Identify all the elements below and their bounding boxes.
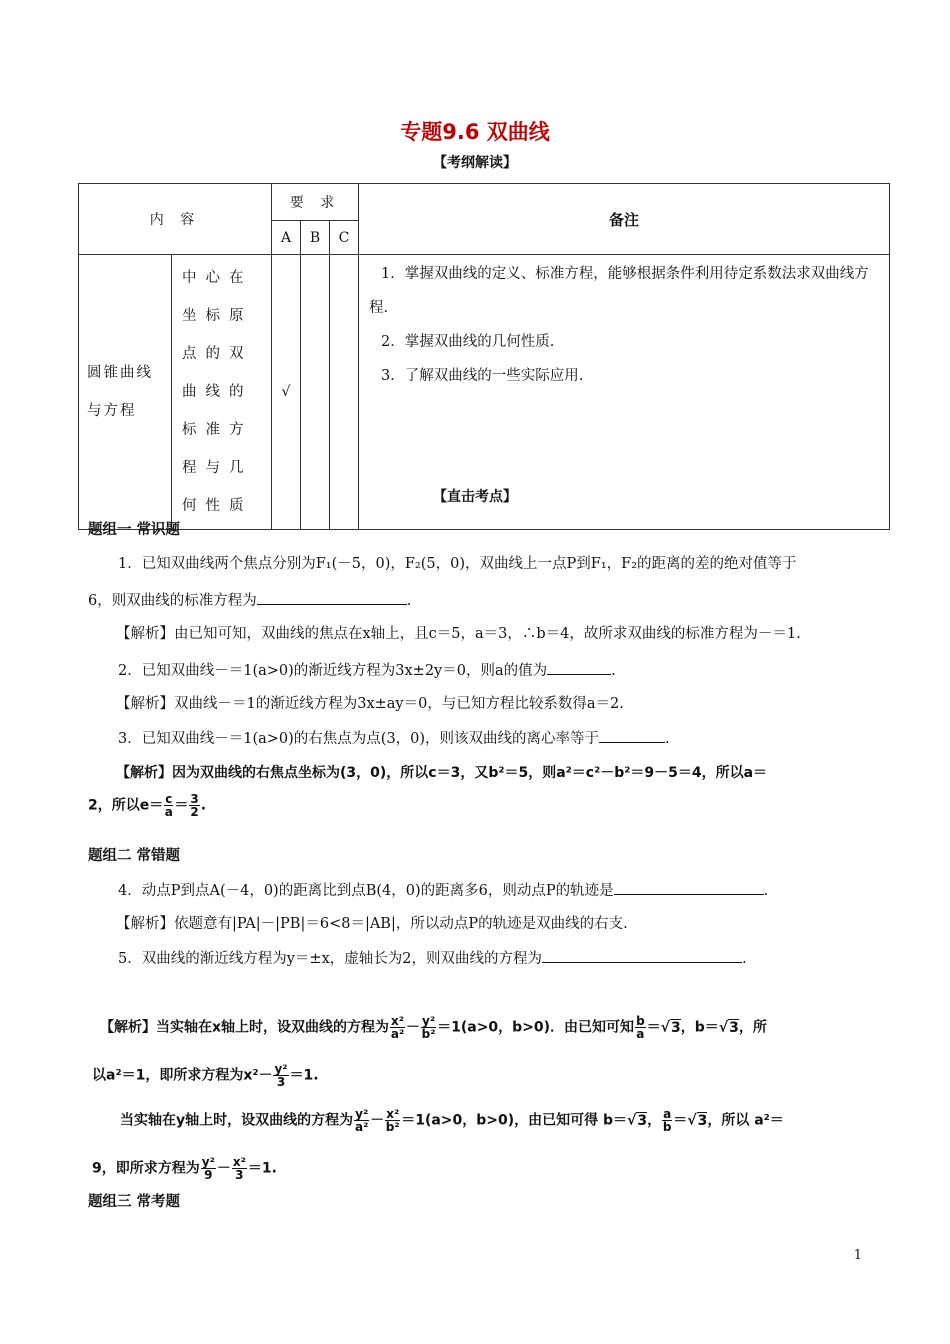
page-number: 1 <box>853 1248 862 1263</box>
header-notes: 备注 <box>359 184 890 255</box>
answer-blank[interactable] <box>599 728 665 743</box>
question-1-text: 1．已知双曲线两个焦点分别为F₁(－5，0)，F₂(5，0)，双曲线上一点P到F₁，F₂的距离的差的绝对值等于 <box>118 556 797 572</box>
answer-5-line-3-text: 当实轴在y轴上时，设双曲线的方程为 <box>120 1112 354 1129</box>
question-2: 2．已知双曲线－＝1(a>0)的渐近线方程为3x±2y＝0，则a的值为 . <box>88 660 868 681</box>
answer-3-line-2-text: 2，所以e＝ <box>88 797 164 814</box>
header-requirement: 要 求 <box>272 184 359 221</box>
answer-5-line-2-text: 以a²＝1，即所求方程为x²－ <box>92 1067 273 1084</box>
answer-5-line-2: 以a²＝1，即所求方程为x²－ $\frac{\text{y²}}{3}$ ＝1. <box>92 1062 319 1089</box>
answer-5-line-1: 【解析】当实轴在x轴上时，设双曲线的方程为 $\frac{\text{x²}}{\text{a²}}$ － $\frac{\text{y²}}{\text{b²}}$ ＝1(a>0，b>0)．由已知可知 $\frac{b}{a}$ ＝√3，b＝√3，所 <box>100 1014 767 1041</box>
level-b: B <box>301 221 330 255</box>
level-c: C <box>330 221 359 255</box>
answer-blank[interactable] <box>257 590 407 605</box>
note-2: 2．掌握双曲线的几何性质. <box>381 334 555 350</box>
answer-5-line-1-text: 【解析】当实轴在x轴上时，设双曲线的方程为 <box>100 1019 390 1036</box>
answer-5-line-4: 9，即所求方程为 $\frac{\text{y²}}{9}$ － $\frac{\text{x²}}{3}$ ＝1. <box>92 1155 277 1182</box>
section-outline-heading: 【考纲解读】 <box>433 155 517 171</box>
question-4-text: 4．动点P到点A(－4，0)的距离比到点B(4，0)的距离多6，则动点P的轨迹是 <box>118 883 614 899</box>
question-4: 4．动点P到点A(－4，0)的距离比到点B(4，0)的距离多6，则动点P的轨迹是 . <box>88 880 868 901</box>
group-2-heading: 题组二 常错题 <box>88 848 181 864</box>
question-1-cont: 6，则双曲线的标准方程为 . <box>88 590 868 611</box>
question-5-text: 5．双曲线的渐近线方程为y＝±x，虚轴长为2，则双曲线的方程为 <box>118 951 542 967</box>
answer-3-line-2: 2，所以e＝ $\frac{c}{a}$ ＝ $\frac{3}{2}$ . <box>88 792 207 819</box>
group-1-heading: 题组一 常识题 <box>88 522 181 538</box>
answer-4: 【解析】依题意有|PA|－|PB|＝6<8＝|AB|，所以动点P的轨迹是双曲线的右支. <box>116 916 628 932</box>
group-3-heading: 题组三 常考题 <box>88 1194 181 1210</box>
answer-1: 【解析】由已知可知，双曲线的焦点在x轴上，且c＝5，a＝3，∴b＝4，故所求双曲线的标准方程为－＝1. <box>116 626 801 642</box>
question-1-cont-text: 6，则双曲线的标准方程为 <box>88 593 257 609</box>
question-2-text: 2．已知双曲线－＝1(a>0)的渐近线方程为3x±2y＝0，则a的值为 <box>118 663 548 679</box>
page-title: 专题9.6 双曲线 <box>400 120 550 144</box>
question-3-text: 3．已知双曲线－＝1(a>0)的右焦点为点(3，0)，则该双曲线的离心率等于 <box>118 731 600 747</box>
answer-3-line-1: 【解析】因为双曲线的右焦点坐标为(3，0)，所以c＝3，又b²＝5，则a²＝c²－b²＝9－5＝4，所以a＝ <box>116 765 768 781</box>
topic-cell: 中心在坐标原点的双曲线的标准方程与几何性质 <box>171 255 271 530</box>
answer-blank[interactable] <box>547 660 611 675</box>
question-5: 5．双曲线的渐近线方程为y＝±x，虚轴长为2，则双曲线的方程为 . <box>88 948 868 969</box>
area-cell: 圆锥曲线与方程 <box>79 255 172 530</box>
note-3: 3．了解双曲线的一些实际应用. <box>381 368 584 384</box>
question-1 <box>88 554 868 574</box>
syllabus-table <box>78 183 890 530</box>
section-points-heading: 【直击考点】 <box>433 489 517 505</box>
answer-2: 【解析】双曲线－＝1的渐近线方程为3x±ay＝0，与已知方程比较系数得a＝2. <box>116 696 624 712</box>
answer-5-line-4-text: 9，即所求方程为 <box>92 1160 200 1177</box>
answer-blank[interactable] <box>542 948 742 963</box>
answer-blank[interactable] <box>614 880 764 895</box>
level-a: A <box>272 221 301 255</box>
note-1: 1．掌握双曲线的定义、标准方程，能够根据条件利用待定系数法求双曲线方程. <box>369 266 869 316</box>
header-content: 内 容 <box>79 184 272 255</box>
answer-5-line-3: 当实轴在y轴上时，设双曲线的方程为 $\frac{\text{y²}}{\text{a²}}$ － $\frac{\text{x²}}{\text{b²}}$ ＝1(a>0，b>0)，由已知可得 b＝√3， $\frac{a}{b}$ ＝√3，所以 a²＝ <box>120 1107 784 1134</box>
level-a-check: √ <box>272 255 301 530</box>
question-3: 3．已知双曲线－＝1(a>0)的右焦点为点(3，0)，则该双曲线的离心率等于 . <box>88 728 868 749</box>
